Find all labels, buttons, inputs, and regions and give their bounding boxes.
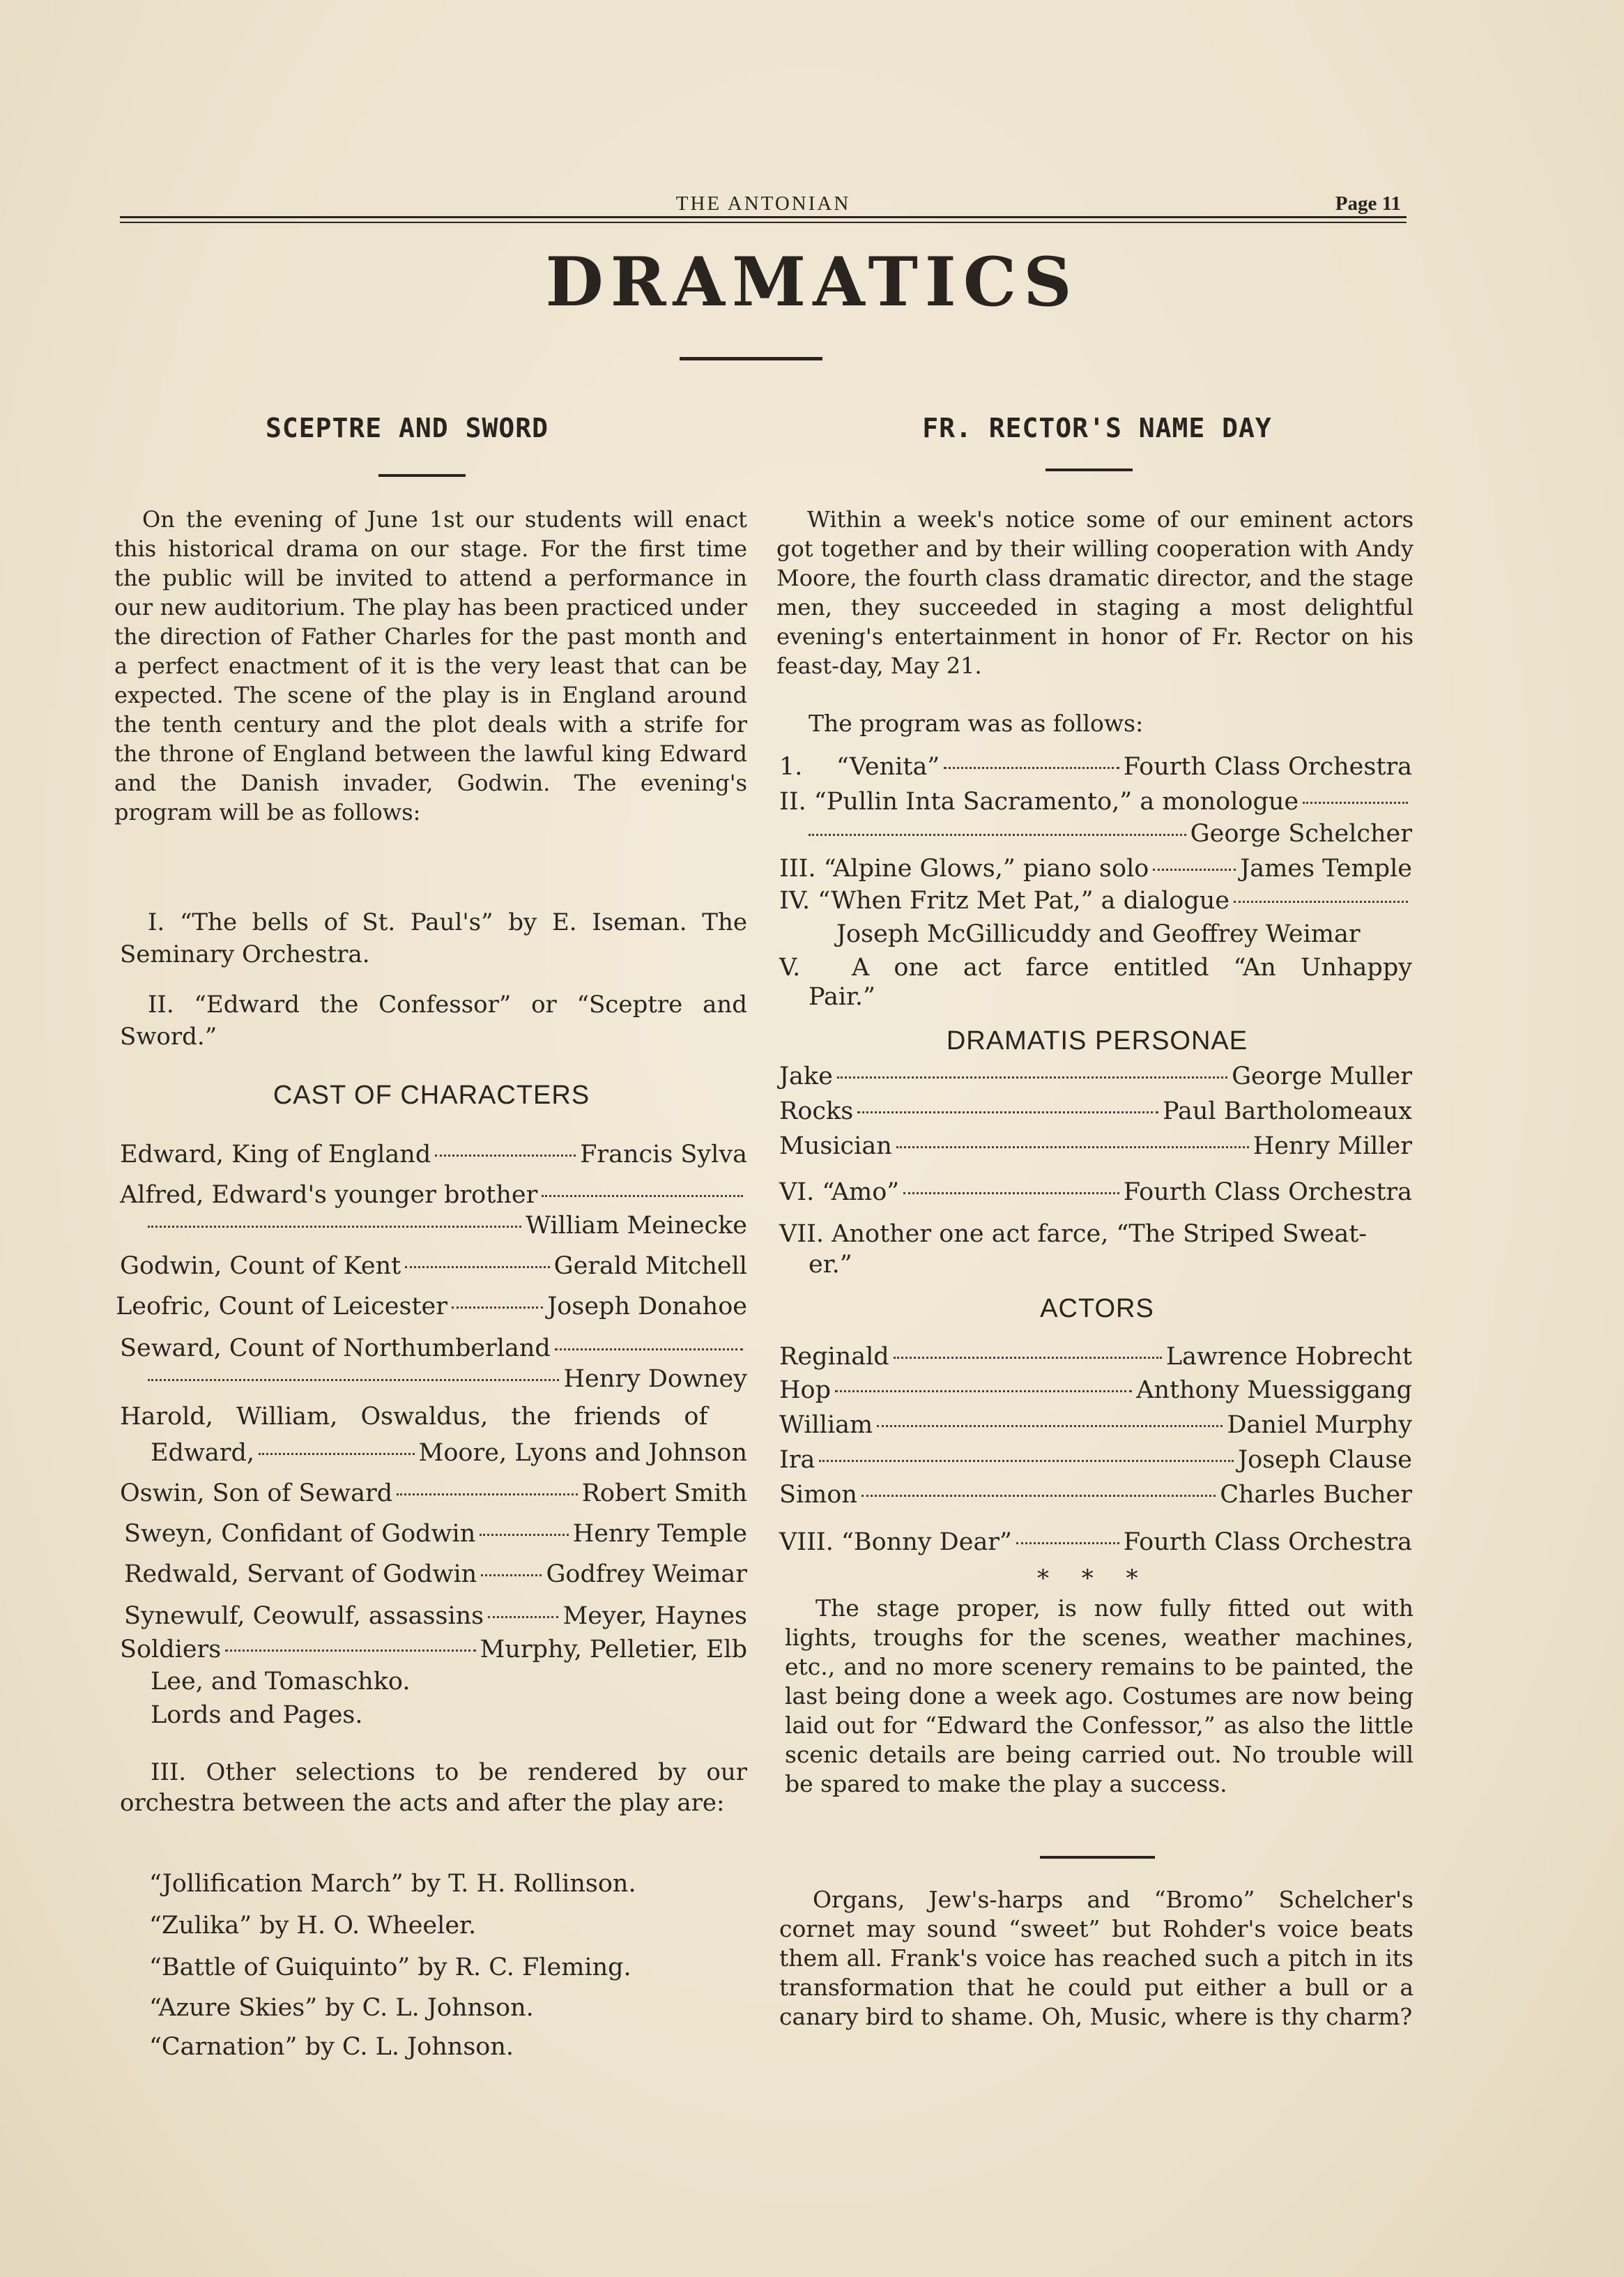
cast-entry-cont: Lee, and Tomaschko.: [151, 1668, 411, 1696]
section-divider: [1040, 1856, 1155, 1859]
cast-entry-cont: Henry Downey: [148, 1365, 747, 1393]
actor-entry: William Daniel Murphy: [779, 1411, 1412, 1439]
actors-heading: ACTORS: [1040, 1294, 1154, 1323]
lords-line: Lords and Pages.: [151, 1701, 363, 1729]
section-divider: [378, 474, 466, 477]
selection-item: “Azure Skies” by C. L. Johnson.: [149, 1994, 534, 2022]
actor-entry: Hop Anthony Muessiggang: [779, 1376, 1412, 1404]
publication-name: THE ANTONIAN: [675, 192, 851, 215]
program-entry: II. “Pullin Inta Sacramento,” a monologue: [779, 788, 1412, 816]
cast-entry-cont: Edward, Moore, Lyons and Johnson: [151, 1439, 747, 1467]
selection-item: “Carnation” by C. L. Johnson.: [149, 2033, 514, 2061]
personae-entry: Rocks Paul Bartholomeaux: [779, 1097, 1412, 1125]
page-number: Page 11: [1335, 192, 1401, 215]
program-entry-cont: er.”: [809, 1251, 852, 1279]
program-entry: III. “Alpine Glows,” piano solo James Temple: [779, 855, 1412, 883]
actor-entry: Ira Joseph Clause: [779, 1446, 1412, 1474]
cast-entry: Redwald, Servant of Godwin Godfrey Weimar: [124, 1560, 747, 1588]
stage-paragraph: The stage proper, is now fully fitted out with lights, troughs for the scenes, weather machines, etc., and no more scenery remains to be painted, the last being done a week ago. Costumes are now being laid out for “Edward the Confessor,” as also the little scenic details are being carried out. No trouble will be spared to make the play a success.: [785, 1594, 1414, 1797]
personae-entry: Musician Henry Miller: [779, 1132, 1412, 1160]
program-entry: A one act farce entitled “An Unhappy: [852, 954, 1412, 982]
title-divider: [680, 357, 822, 360]
actor-entry: Simon Charles Bucher: [779, 1481, 1412, 1509]
cast-entry-cont: William Meinecke: [148, 1212, 747, 1240]
organs-paragraph: Organs, Jew's-harps and “Bromo” Schelcher's cornet may sound “sweet” but Rohder's voice beats them all. Frank's voice has reached such a pitch in its transformation that he could put either a bull or a canary bird to shame. Oh, Music, where is thy charm?: [779, 1886, 1414, 2030]
program-entry: IV. “When Fritz Met Pat,” a dialogue: [779, 887, 1412, 915]
cast-entry: Harold, William, Oswaldus, the friends of: [120, 1403, 708, 1431]
program-entry-cont: George Schelcher: [809, 820, 1412, 848]
cast-entry: Alfred, Edward's younger brother: [120, 1181, 747, 1209]
sceptre-heading: SCEPTRE AND SWORD: [266, 413, 549, 443]
program-intro: The program was as follows:: [809, 710, 1144, 737]
section-ornament: * * *: [1037, 1564, 1151, 1592]
page-title: DRAMATICS: [545, 243, 1079, 321]
sceptre-intro: On the evening of June 1st our students will enact this historical drama on our stage. For the first time the public will be invited to attend a performance in our new auditorium. The play has been practiced under the direction of Father Charles for the past month and a perfect enactment of it is the very least that can be expected. The scene of the play is in England around the tenth century and the plot deals with a strife for the throne of England between the lawful king Edward and the Danish invader, Godwin. The evening's program will be as follows:: [114, 506, 747, 825]
program-entry: VII. Another one act farce, “The Striped Sweat-: [779, 1220, 1368, 1248]
actor-entry: Reginald Lawrence Hobrecht: [779, 1343, 1412, 1371]
cast-entry: Leofric, Count of Leicester Joseph Donahoe: [116, 1293, 747, 1320]
cast-entry: Soldiers Murphy, Pelletier, Elb: [120, 1636, 747, 1663]
dramatis-personae-heading: DRAMATIS PERSONAE: [946, 1026, 1248, 1056]
program-item-1: I. “The bells of St. Paul's” by E. Iseman. The Seminary Orchestra.: [120, 908, 747, 968]
program-item-3: III. Other selections to be rendered by our orchestra between the acts and after the play are:: [120, 1758, 747, 1817]
rector-heading: FR. RECTOR'S NAME DAY: [922, 413, 1272, 443]
rector-intro: Within a week's notice some of our eminent actors got together and by their willing cooperation with Andy Moore, the fourth class dramatic director, and the stage men, they succeeded in staging a most delightful evening's entertainment in honor of Fr. Rector on his feast-day, May 21.: [776, 506, 1414, 679]
cast-entry: Synewulf, Ceowulf, assassins Meyer, Haynes: [124, 1602, 747, 1630]
program-item-2: II. “Edward the Confessor” or “Sceptre and Sword.”: [120, 991, 747, 1051]
program-entry-cont: Joseph McGillicuddy and Geoffrey Weimar: [836, 920, 1361, 948]
header-rule: [120, 216, 1407, 218]
program-entry: V.: [779, 954, 801, 982]
program-entry: VI. “Amo” Fourth Class Orchestra: [779, 1178, 1412, 1206]
selection-item: “Battle of Guiquinto” by R. C. Fleming.: [149, 1954, 631, 1981]
program-entry: 1. “Venita” Fourth Class Orchestra: [779, 753, 1412, 781]
cast-heading: CAST OF CHARACTERS: [273, 1081, 590, 1110]
cast-entry: Seward, Count of Northumberland: [120, 1334, 747, 1362]
program-entry-cont: Pair.”: [809, 983, 875, 1011]
personae-entry: Jake George Muller: [779, 1063, 1412, 1090]
cast-entry: Godwin, Count of Kent Gerald Mitchell: [120, 1252, 747, 1280]
cast-entry: Sweyn, Confidant of Godwin Henry Temple: [124, 1520, 747, 1548]
section-divider: [1045, 469, 1133, 471]
selection-item: “Jollification March” by T. H. Rollinson.: [149, 1870, 636, 1898]
header-rule-thin: [120, 222, 1407, 223]
selection-item: “Zulika” by H. O. Wheeler.: [149, 1912, 477, 1940]
cast-entry: Oswin, Son of Seward Robert Smith: [120, 1479, 747, 1507]
program-entry: VIII. “Bonny Dear” Fourth Class Orchestra: [779, 1528, 1412, 1556]
cast-entry: Edward, King of England Francis Sylva: [120, 1141, 747, 1168]
